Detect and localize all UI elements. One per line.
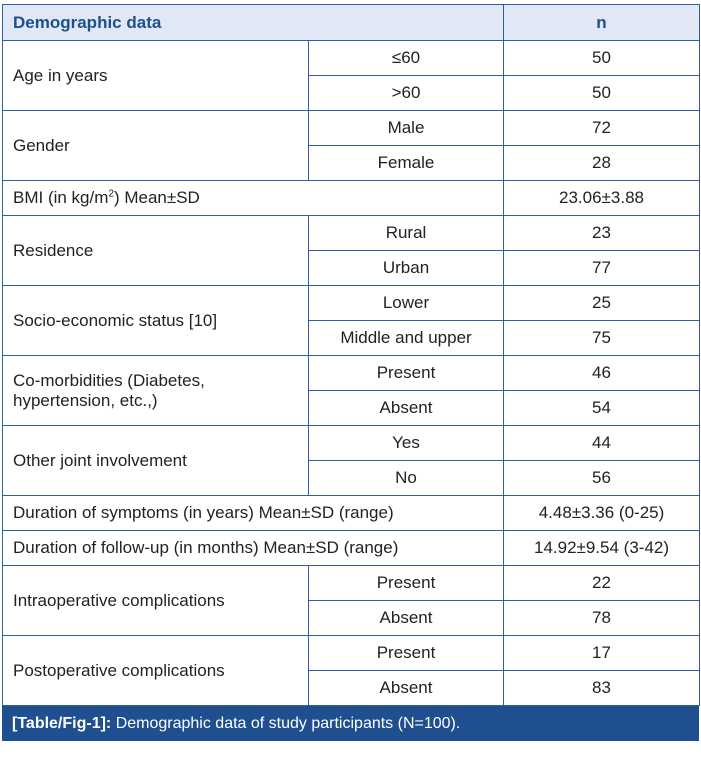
header-n: n xyxy=(504,5,700,41)
count-value: 56 xyxy=(504,461,700,496)
subcategory: Rural xyxy=(309,216,504,251)
demographics-table xyxy=(2,4,700,706)
subcategory: Present xyxy=(309,356,504,391)
bmi-label-sup: 2 xyxy=(108,188,114,200)
count-value: 75 xyxy=(504,321,700,356)
caption-text: Demographic data of study participants (N=100). xyxy=(111,715,461,732)
count-value: 54 xyxy=(504,391,700,426)
count-value: 72 xyxy=(504,111,700,146)
count-value: 4.48±3.36 (0-25) xyxy=(504,496,700,531)
subcategory: No xyxy=(309,461,504,496)
count-value: 50 xyxy=(504,41,700,76)
subcategory: Present xyxy=(309,566,504,601)
count-value: 78 xyxy=(504,601,700,636)
count-value: 25 xyxy=(504,286,700,321)
row-label-duration-symptoms: Duration of symptoms (in years) Mean±SD (range) xyxy=(3,496,504,531)
subcategory: Female xyxy=(309,146,504,181)
row-label-duration-followup: Duration of follow-up (in months) Mean±SD (range) xyxy=(3,531,504,566)
row-label-comorbidities: Co-morbidities (Diabetes, hypertension, etc.,) xyxy=(3,356,309,426)
table-row xyxy=(3,566,700,601)
table-caption xyxy=(2,706,699,741)
bmi-label-post: ) Mean±SD xyxy=(113,188,200,207)
table-row xyxy=(3,286,700,321)
count-value: 23 xyxy=(504,216,700,251)
row-label-joint: Other joint involvement xyxy=(3,426,309,496)
table-row xyxy=(3,426,700,461)
count-value: 83 xyxy=(504,671,700,706)
subcategory: ≤60 xyxy=(309,41,504,76)
subcategory: >60 xyxy=(309,76,504,111)
table-row xyxy=(3,216,700,251)
count-value: 77 xyxy=(504,251,700,286)
row-label-residence: Residence xyxy=(3,216,309,286)
table-row xyxy=(3,181,700,216)
table-row xyxy=(3,531,700,566)
table-row xyxy=(3,496,700,531)
table-header-row xyxy=(3,5,700,41)
count-value: 23.06±3.88 xyxy=(504,181,700,216)
bmi-label-pre: BMI (in kg/m xyxy=(13,188,109,207)
count-value: 22 xyxy=(504,566,700,601)
table-row xyxy=(3,636,700,671)
subcategory: Absent xyxy=(309,391,504,426)
table-row xyxy=(3,41,700,76)
table-row xyxy=(3,356,700,391)
subcategory: Absent xyxy=(309,671,504,706)
caption-tag: [Table/Fig-1]: xyxy=(12,715,112,732)
table-row xyxy=(3,111,700,146)
subcategory: Yes xyxy=(309,426,504,461)
count-value: 50 xyxy=(504,76,700,111)
demographics-table-figure xyxy=(2,4,699,741)
count-value: 14.92±9.54 (3-42) xyxy=(504,531,700,566)
row-label-ses: Socio-economic status [10] xyxy=(3,286,309,356)
row-label-intraoperative: Intraoperative complications xyxy=(3,566,309,636)
row-label-postoperative: Postoperative complications xyxy=(3,636,309,706)
count-value: 46 xyxy=(504,356,700,391)
subcategory: Urban xyxy=(309,251,504,286)
count-value: 17 xyxy=(504,636,700,671)
subcategory: Absent xyxy=(309,601,504,636)
count-value: 28 xyxy=(504,146,700,181)
subcategory: Lower xyxy=(309,286,504,321)
row-label-age: Age in years xyxy=(3,41,309,111)
subcategory: Present xyxy=(309,636,504,671)
subcategory: Male xyxy=(309,111,504,146)
header-demographic-data: Demographic data xyxy=(3,5,504,41)
row-label-gender: Gender xyxy=(3,111,309,181)
count-value: 44 xyxy=(504,426,700,461)
subcategory: Middle and upper xyxy=(309,321,504,356)
row-label-bmi xyxy=(3,181,504,216)
